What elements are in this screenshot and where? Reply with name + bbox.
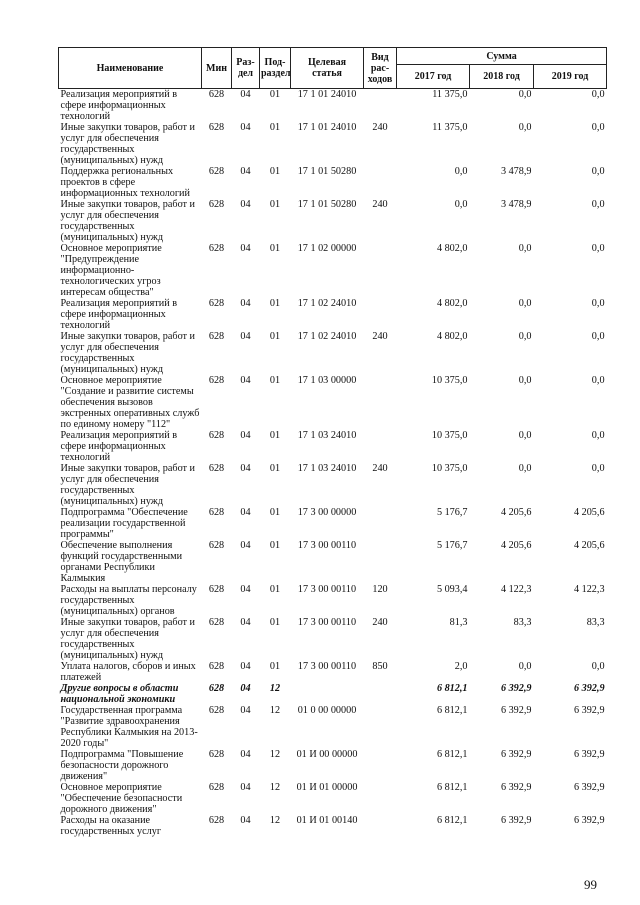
cell-target: 17 1 01 50280 — [297, 166, 357, 177]
cell-sum-2019: 0,0 — [591, 375, 605, 386]
cell-sum-2019: 0,0 — [591, 463, 605, 474]
cell-sum-2018: 6 392,9 — [500, 815, 532, 826]
table-row — [59, 782, 607, 815]
col-header-name: Наименование — [59, 48, 202, 89]
cell-min: 628 — [208, 243, 225, 254]
cell-target: 17 3 00 00110 — [297, 584, 357, 595]
cell-podrazdel: 01 — [269, 540, 281, 551]
cell-sum-2018: 0,0 — [518, 89, 532, 100]
table-row — [59, 463, 607, 507]
cell-sum-2018: 6 392,9 — [500, 683, 532, 694]
cell-vid — [364, 782, 397, 815]
cell-sum-2017: 10 375,0 — [431, 430, 468, 441]
cell-sum-2018: 0,0 — [518, 331, 532, 342]
cell-sum-2019: 6 392,9 — [573, 749, 605, 760]
cell-vid — [364, 507, 397, 540]
cell-podrazdel: 12 — [269, 749, 281, 760]
cell-sum-2019: 0,0 — [591, 122, 605, 133]
cell-sum-2017: 5 176,7 — [436, 540, 468, 551]
cell-sum-2019: 6 392,9 — [573, 782, 605, 793]
cell-min: 628 — [208, 683, 225, 694]
cell-vid — [364, 749, 397, 782]
cell-sum-2018: 0,0 — [518, 122, 532, 133]
cell-razdel: 04 — [240, 540, 251, 551]
cell-name: Реализация мероприятий в сфере информационных технологий — [60, 430, 178, 463]
cell-min: 628 — [208, 507, 225, 518]
cell-sum-2018: 3 478,9 — [500, 166, 532, 177]
cell-target: 01 И 01 00140 — [296, 815, 358, 826]
table-row — [59, 430, 607, 463]
cell-vid — [364, 815, 397, 837]
cell-sum-2018: 6 392,9 — [500, 782, 532, 793]
table-row — [59, 617, 607, 661]
cell-razdel: 04 — [240, 782, 251, 793]
cell-sum-2017: 4 802,0 — [436, 298, 468, 309]
cell-razdel: 04 — [240, 815, 251, 826]
cell-name: Иные закупки товаров, работ и услуг для обеспечения государственных (муниципальных) нужд — [60, 122, 195, 166]
cell-target: 17 1 02 00000 — [297, 243, 357, 254]
cell-razdel: 04 — [240, 243, 251, 254]
cell-sum-2017: 5 176,7 — [436, 507, 468, 518]
cell-podrazdel: 12 — [269, 782, 281, 793]
cell-sum-2019: 6 392,9 — [573, 815, 605, 826]
table-row — [59, 243, 607, 298]
col-header-2018: 2018 год — [470, 65, 534, 89]
cell-min: 628 — [208, 122, 225, 133]
cell-podrazdel: 01 — [269, 617, 281, 628]
table-row — [59, 199, 607, 243]
cell-name: Основное мероприятие "Создание и развитие системы обеспечения вызовов экстренных оперативных служб по единому номеру "112" — [60, 375, 200, 430]
cell-sum-2019: 4 205,6 — [573, 540, 605, 551]
cell-vid — [364, 430, 397, 463]
col-header-podrazdel: Под- раздел — [260, 48, 291, 89]
table-row — [59, 122, 607, 166]
cell-sum-2019: 0,0 — [591, 166, 605, 177]
cell-sum-2018: 6 392,9 — [500, 749, 532, 760]
table-row — [59, 584, 607, 617]
table-row — [59, 298, 607, 331]
cell-podrazdel: 01 — [269, 166, 281, 177]
cell-sum-2017: 81,3 — [449, 617, 468, 628]
cell-min: 628 — [208, 584, 225, 595]
table-row — [59, 661, 607, 683]
cell-target: 01 И 01 00000 — [296, 782, 358, 793]
cell-sum-2019: 0,0 — [591, 331, 605, 342]
cell-razdel: 04 — [240, 617, 251, 628]
cell-sum-2018: 4 205,6 — [500, 540, 532, 551]
cell-podrazdel: 01 — [269, 463, 281, 474]
cell-sum-2019: 0,0 — [591, 199, 605, 210]
cell-razdel: 04 — [240, 199, 251, 210]
cell-vid: 240 — [372, 617, 388, 628]
cell-sum-2019: 0,0 — [591, 298, 605, 309]
cell-target: 17 1 03 24010 — [297, 430, 357, 441]
cell-name: Реализация мероприятий в сфере информационных технологий — [60, 298, 178, 331]
cell-razdel: 04 — [240, 122, 251, 133]
table-header — [59, 48, 607, 89]
cell-razdel: 04 — [240, 463, 251, 474]
cell-target: 01 0 00 00000 — [297, 705, 357, 716]
cell-razdel: 04 — [240, 683, 251, 694]
budget-table — [58, 47, 607, 837]
cell-vid: 120 — [372, 584, 388, 595]
cell-sum-2019: 83,3 — [586, 617, 605, 628]
cell-name: Подпрограмма "Повышение безопасности дорожного движения" — [60, 749, 184, 782]
cell-podrazdel: 01 — [269, 584, 281, 595]
cell-sum-2019: 4 205,6 — [573, 507, 605, 518]
cell-podrazdel: 01 — [269, 199, 281, 210]
cell-sum-2018: 3 478,9 — [500, 199, 532, 210]
cell-podrazdel: 01 — [269, 298, 281, 309]
cell-min: 628 — [208, 430, 225, 441]
cell-vid: 240 — [372, 122, 388, 133]
cell-podrazdel: 01 — [269, 331, 281, 342]
cell-razdel: 04 — [240, 507, 251, 518]
cell-sum-2019: 0,0 — [591, 661, 605, 672]
cell-min: 628 — [208, 705, 225, 716]
cell-min: 628 — [208, 166, 225, 177]
cell-vid — [364, 683, 397, 705]
cell-target: 17 1 02 24010 — [297, 331, 357, 342]
cell-podrazdel: 01 — [269, 661, 281, 672]
cell-name: Расходы на выплаты персоналу государственных (муниципальных) органов — [60, 584, 197, 617]
cell-sum-2017: 0,0 — [454, 199, 468, 210]
cell-name: Расходы на оказание государственных услуг — [60, 815, 162, 837]
cell-podrazdel: 01 — [269, 507, 281, 518]
cell-vid — [364, 298, 397, 331]
table-row — [59, 331, 607, 375]
cell-target: 17 1 01 50280 — [297, 199, 357, 210]
cell-sum-2018: 0,0 — [518, 661, 532, 672]
cell-name: Другие вопросы в области национальной экономики — [60, 683, 179, 705]
cell-target: 17 3 00 00000 — [297, 507, 357, 518]
cell-sum-2017: 6 812,1 — [436, 749, 468, 760]
cell-min: 628 — [208, 331, 225, 342]
cell-target: 17 1 01 24010 — [297, 122, 357, 133]
cell-name: Подпрограмма "Обеспечение реализации государственной программы" — [60, 507, 188, 540]
cell-target: 17 3 00 00110 — [297, 617, 357, 628]
table-row — [59, 375, 607, 430]
cell-sum-2017: 0,0 — [454, 166, 468, 177]
cell-razdel: 04 — [240, 430, 251, 441]
page-number: 99 — [584, 877, 597, 892]
cell-vid — [364, 375, 397, 430]
cell-podrazdel: 01 — [269, 243, 281, 254]
cell-target: 17 3 00 00110 — [297, 540, 357, 551]
cell-name: Основное мероприятие "Обеспечение безопасности дорожного движения" — [60, 782, 183, 815]
cell-sum-2017: 6 812,1 — [436, 705, 468, 716]
cell-vid — [364, 89, 397, 123]
cell-razdel: 04 — [240, 375, 251, 386]
cell-sum-2017: 11 375,0 — [432, 89, 468, 100]
cell-podrazdel: 01 — [269, 430, 281, 441]
cell-razdel: 04 — [240, 584, 251, 595]
cell-min: 628 — [208, 617, 225, 628]
cell-name: Уплата налогов, сборов и иных платежей — [60, 661, 196, 683]
cell-sum-2018: 4 205,6 — [500, 507, 532, 518]
cell-name: Обеспечение выполнения функций государственными органами Республики Калмыкия — [60, 540, 183, 584]
cell-sum-2019: 6 392,9 — [573, 683, 605, 694]
cell-podrazdel: 01 — [269, 122, 281, 133]
table-body — [59, 89, 607, 838]
cell-sum-2018: 0,0 — [518, 430, 532, 441]
cell-sum-2017: 11 375,0 — [432, 122, 468, 133]
cell-sum-2018: 4 122,3 — [500, 584, 532, 595]
cell-vid: 240 — [372, 331, 388, 342]
cell-sum-2017: 6 812,1 — [436, 782, 468, 793]
cell-name: Реализация мероприятий в сфере информационных технологий — [60, 89, 178, 122]
cell-target — [291, 683, 364, 705]
cell-name: Основное мероприятие "Предупреждение информационно-технологических угроз интересам общества" — [60, 243, 162, 298]
cell-target: 01 И 00 00000 — [296, 749, 358, 760]
cell-min: 628 — [208, 661, 225, 672]
cell-min: 628 — [208, 375, 225, 386]
cell-sum-2017: 10 375,0 — [431, 463, 468, 474]
col-header-2017: 2017 год — [397, 65, 470, 89]
cell-name: Государственная программа "Развитие здравоохранения Республики Калмыкия на 2013-2020 годы" — [60, 705, 198, 749]
table-row — [59, 166, 607, 199]
cell-sum-2018: 0,0 — [518, 375, 532, 386]
table-row — [59, 705, 607, 749]
table-row — [59, 683, 607, 705]
cell-min: 628 — [208, 782, 225, 793]
cell-sum-2019: 4 122,3 — [573, 584, 605, 595]
cell-target: 17 1 02 24010 — [297, 298, 357, 309]
cell-podrazdel: 12 — [269, 683, 281, 694]
cell-min: 628 — [208, 540, 225, 551]
cell-sum-2019: 0,0 — [591, 430, 605, 441]
cell-vid — [364, 166, 397, 199]
table-row — [59, 507, 607, 540]
col-header-razdel: Раз- дел — [232, 48, 260, 89]
cell-target: 17 1 03 00000 — [297, 375, 357, 386]
cell-name: Иные закупки товаров, работ и услуг для обеспечения государственных (муниципальных) нужд — [60, 463, 195, 507]
cell-sum-2017: 5 093,4 — [436, 584, 468, 595]
cell-sum-2019: 0,0 — [591, 89, 605, 100]
cell-vid — [364, 540, 397, 584]
cell-razdel: 04 — [240, 331, 251, 342]
cell-sum-2017: 2,0 — [454, 661, 468, 672]
cell-sum-2017: 4 802,0 — [436, 243, 468, 254]
cell-razdel: 04 — [240, 89, 251, 100]
cell-min: 628 — [208, 815, 225, 826]
cell-podrazdel: 01 — [269, 89, 281, 100]
cell-min: 628 — [208, 199, 225, 210]
cell-vid: 850 — [372, 661, 388, 672]
cell-name: Иные закупки товаров, работ и услуг для обеспечения государственных (муниципальных) нужд — [60, 331, 195, 375]
cell-min: 628 — [208, 463, 225, 474]
cell-name: Поддержка региональных проектов в сфере информационных технологий — [60, 166, 190, 199]
cell-min: 628 — [208, 749, 225, 760]
cell-podrazdel: 01 — [269, 375, 281, 386]
cell-vid — [364, 243, 397, 298]
cell-name: Иные закупки товаров, работ и услуг для обеспечения государственных (муниципальных) нужд — [60, 199, 195, 243]
cell-name: Иные закупки товаров, работ и услуг для обеспечения государственных (муниципальных) нужд — [60, 617, 195, 661]
table-row — [59, 749, 607, 782]
cell-razdel: 04 — [240, 166, 251, 177]
col-header-vid: Вид рас- ходов — [364, 48, 397, 89]
cell-sum-2018: 6 392,9 — [500, 705, 532, 716]
cell-razdel: 04 — [240, 298, 251, 309]
cell-sum-2019: 6 392,9 — [573, 705, 605, 716]
cell-razdel: 04 — [240, 705, 251, 716]
cell-target: 17 1 01 24010 — [297, 89, 357, 100]
cell-vid: 240 — [372, 463, 388, 474]
cell-sum-2019: 0,0 — [591, 243, 605, 254]
cell-min: 628 — [208, 298, 225, 309]
cell-sum-2017: 10 375,0 — [431, 375, 468, 386]
table-row — [59, 540, 607, 584]
cell-vid: 240 — [372, 199, 388, 210]
cell-sum-2018: 0,0 — [518, 298, 532, 309]
cell-target: 17 1 03 24010 — [297, 463, 357, 474]
cell-sum-2017: 6 812,1 — [436, 683, 468, 694]
cell-target: 17 3 00 00110 — [297, 661, 357, 672]
cell-sum-2018: 83,3 — [513, 617, 532, 628]
cell-sum-2017: 4 802,0 — [436, 331, 468, 342]
cell-razdel: 04 — [240, 749, 251, 760]
cell-podrazdel: 12 — [269, 815, 281, 826]
table-row — [59, 815, 607, 837]
col-header-min: Мин — [202, 48, 232, 89]
col-header-sum: Сумма — [397, 48, 607, 65]
table-row — [59, 89, 607, 123]
col-header-2019: 2019 год — [534, 65, 607, 89]
cell-sum-2018: 0,0 — [518, 463, 532, 474]
cell-sum-2018: 0,0 — [518, 243, 532, 254]
cell-vid — [364, 705, 397, 749]
cell-sum-2017: 6 812,1 — [436, 815, 468, 826]
cell-min: 628 — [208, 89, 225, 100]
cell-razdel: 04 — [240, 661, 251, 672]
col-header-target: Целевая статья — [291, 48, 364, 89]
cell-podrazdel: 12 — [269, 705, 281, 716]
